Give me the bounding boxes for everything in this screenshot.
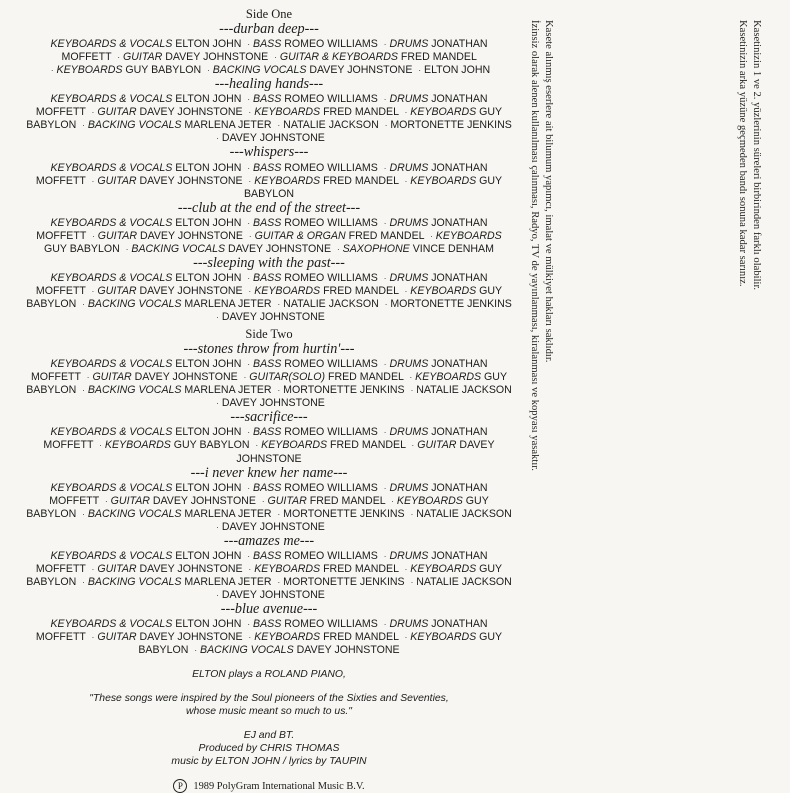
credit-person: ROMEO WILLIAMS [284,618,378,631]
credit-separator: · [91,286,95,296]
credit-role: KEYBOARDS & VOCALS [50,618,173,631]
credit-person: JONATHAN MOFFETT [43,426,488,452]
credit-separator: · [91,108,95,118]
credit-person: DAVEY JOHNSTONE [152,494,256,507]
credit-separator: · [383,273,387,283]
credit-person: DAVEY JOHNSTONE [139,631,243,644]
credit-person: ELTON JOHN [175,618,242,631]
credit-person: ELTON JOHN [175,93,242,106]
credit-person: JONATHAN MOFFETT [36,216,488,242]
credit-separator: · [105,496,108,506]
credit-separator: · [243,373,247,383]
credit-role: GUITAR [97,106,137,119]
credit-person: FRED MANDEL [348,229,425,242]
credit-separator: · [247,360,251,370]
credit-separator: · [411,441,415,451]
credit-separator: · [82,577,85,587]
credit-role: KEYBOARDS [254,174,321,187]
credit-person: ROMEO WILLIAMS [284,549,378,562]
credit-person: FRED MANDEL [400,51,477,64]
track-title: ---healing hands--- [214,76,324,93]
credit-separator: · [383,360,387,370]
credit-role: KEYBOARDS [435,229,502,242]
credit-role: DRUMS [389,93,429,106]
credit-separator: · [247,95,251,105]
credit-person: ELTON JOHN [175,216,242,229]
credit-separator: · [247,551,251,561]
credit-person: JONATHAN MOFFETT [61,38,488,64]
credit-separator: · [391,496,394,506]
credit-person: MORTONETTE JENKINS [283,575,405,588]
credit-separator: · [216,399,219,409]
credit-person: GUY BABYLON [243,174,503,200]
credit-separator: · [430,231,433,241]
credit-role: KEYBOARDS & VOCALS [50,216,173,229]
track-credits [26,38,512,77]
credit-separator: · [91,633,95,643]
credit-person: MORTONETTE JENKINS [283,507,405,520]
credit-role: GUITAR & KEYBOARDS [279,51,398,64]
credit-person: ROMEO WILLIAMS [284,271,378,284]
credit-role: GUITAR [97,562,137,575]
credit-role: KEYBOARDS [410,174,477,187]
credit-role: KEYBOARDS & VOCALS [50,38,173,51]
side-label: Side Two [245,327,293,342]
producer-credit: Produced by CHRIS THOMAS [198,743,340,755]
phonogram-copyright-icon: P [173,779,187,793]
credit-separator: · [404,633,408,643]
credit-separator: · [247,218,251,228]
credit-role: BASS [253,481,282,494]
credit-separator: · [383,620,387,630]
credit-role: KEYBOARDS [410,631,477,644]
copyright-text: 1989 PolyGram International Music B.V. [193,781,365,793]
copyright-line [26,779,512,793]
credit-separator: · [336,244,340,254]
credit-person: GUY BABYLON [125,64,202,77]
credit-person: DAVEY JOHNSTONE [139,174,243,187]
credit-person: DAVEY JOHNSTONE [139,562,243,575]
credit-person: NATALIE JACKSON [416,384,512,397]
credit-role: GUITAR [97,631,137,644]
credit-role: BACKING VOCALS [200,644,294,657]
credit-person: DAVEY JOHNSTONE [221,397,325,410]
credit-role: BASS [253,161,282,174]
track-title: ---durban deep--- [219,21,319,38]
track-credits [26,358,512,410]
credit-person: ROMEO WILLIAMS [284,216,378,229]
credit-person: NATALIE JACKSON [283,119,379,132]
credit-person: FRED MANDEL [323,106,399,119]
credit-person: MARLENA JETER [184,384,272,397]
credit-separator: · [404,286,408,296]
credit-separator: · [50,66,54,76]
credit-separator: · [91,564,95,574]
credit-separator: · [410,386,414,396]
credit-person: JONATHAN MOFFETT [35,161,488,187]
quote: "These songs were inspired by the Soul pioneers of the Sixties and Seventies, whose music meant so much to us." [89,693,449,718]
credit-separator: · [248,633,252,643]
credit-person: DAVEY JOHNSTONE [134,371,238,384]
credit-person: MORTONETTE JENKINS [283,384,405,397]
legal-notice-copyright: Kasete alınmış eserlere ait bilumum yapımcı, imalat ve mülkiyet hakları saklıdır. İzinsiz olarak alenen kullanılması çalınması, Radyo, TV de yayınlanması, kiralanması ve kopyası yasaktır. [529,20,554,471]
credit-person: ROMEO WILLIAMS [284,161,378,174]
credit-role: KEYBOARDS & VOCALS [50,358,173,371]
credit-role: BASS [253,93,282,106]
credit-separator: · [277,386,281,396]
track-title: ---i never knew her name--- [190,464,348,481]
credit-role: KEYBOARDS [396,494,463,507]
credit-separator: · [248,231,252,241]
credit-role: BACKING VOCALS [131,242,226,255]
track-title: ---whispers--- [229,144,309,161]
credit-separator: · [383,95,387,105]
credit-person: ROMEO WILLIAMS [284,38,378,51]
credit-person: ELTON JOHN [175,549,242,562]
credit-person: ELTON JOHN [175,271,242,284]
credit-person: ROMEO WILLIAMS [284,93,378,106]
credit-separator: · [410,509,414,519]
credit-separator: · [418,66,422,76]
credit-separator: · [216,134,219,144]
credit-role: GUITAR [97,174,137,187]
credit-person: DAVEY JOHNSTONE [139,284,243,297]
credit-separator: · [277,299,281,309]
credit-separator: · [247,620,251,630]
credit-role: KEYBOARDS & VOCALS [50,161,173,174]
credit-role: GUITAR [267,494,307,507]
credit-separator: · [383,218,387,228]
credit-role: KEYBOARDS [415,371,482,384]
credit-separator: · [261,496,265,506]
credit-separator: · [91,176,95,186]
credit-person: MARLENA JETER [184,119,272,132]
credit-role: KEYBOARDS [254,284,321,297]
legal-notice-tape-sides: Kasetinizin 1 ve 2. yüzlerinin süreleri birbirinden farklı olabilir. Kasetinizin arka yüzüne geçmeden bandı sonuna kadar sarınız. [737,20,762,291]
credit-separator: · [247,40,251,50]
credit-person: GUY BABYLON [26,371,508,397]
credit-separator: · [383,483,387,493]
credit-separator: · [247,483,251,493]
credit-separator: · [82,121,85,131]
track-credits [26,272,512,324]
credit-person: GUY BABYLON [138,631,503,657]
credit-person: DAVEY JOHNSTONE [139,106,243,119]
credit-role: BACKING VOCALS [87,297,182,310]
credit-separator: · [410,577,414,587]
credit-role: KEYBOARDS & VOCALS [50,549,173,562]
credit-separator: · [216,522,219,532]
track-credits [26,426,512,465]
track-credits [26,162,512,201]
credit-role: KEYBOARDS [56,64,123,77]
credit-person: ELTON JOHN [175,161,242,174]
credit-person: JONATHAN MOFFETT [30,358,488,384]
credit-role: BASS [253,426,282,439]
credit-role: BASS [253,549,282,562]
credit-person: GUY BABYLON [173,439,250,452]
credit-role: KEYBOARDS [254,631,321,644]
credit-separator: · [383,163,387,173]
credit-separator: · [247,273,251,283]
credit-person: GUY BABYLON [26,562,503,588]
credit-person: FRED MANDEL [323,174,399,187]
credit-separator: · [99,441,102,451]
track-title: ---sleeping with the past--- [193,254,345,271]
credit-person: DAVEY JOHNSTONE [165,51,269,64]
credit-role: KEYBOARDS & VOCALS [50,481,173,494]
credit-person: DAVEY JOHNSTONE [221,132,325,145]
credit-role: BACKING VOCALS [87,384,182,397]
credit-role: GUITAR [92,371,132,384]
credit-person: NATALIE JACKSON [416,575,512,588]
credit-role: BASS [253,271,282,284]
credit-role: DRUMS [389,271,429,284]
track-title: ---sacrifice--- [230,409,308,426]
credit-person: JONATHAN MOFFETT [35,549,488,575]
credit-person: JONATHAN MOFFETT [35,93,488,119]
credit-separator: · [125,244,129,254]
track-credits [26,217,512,256]
credit-separator: · [404,564,408,574]
credit-person: GUY BABYLON [44,242,120,255]
credit-separator: · [274,53,277,63]
credit-person: GUY BABYLON [26,284,503,310]
credit-person: FRED MANDEL [327,371,404,384]
credit-separator: · [409,373,413,383]
track-credits [26,618,512,657]
credit-separator: · [82,386,85,396]
credit-role: GUITAR & ORGAN [254,229,346,242]
credit-separator: · [384,299,388,309]
credit-separator: · [216,590,219,600]
credit-separator: · [117,53,120,63]
credit-separator: · [248,176,252,186]
credit-person: ROMEO WILLIAMS [284,358,378,371]
piano-note: ELTON plays a ROLAND PIANO, [192,669,346,681]
credit-role: KEYBOARDS [254,106,321,119]
credit-separator: · [277,577,281,587]
credit-person: ELTON JOHN [175,481,242,494]
credit-person: NATALIE JACKSON [416,507,512,520]
credit-separator: · [384,121,388,131]
credit-role: KEYBOARDS [410,562,477,575]
credit-separator: · [248,286,252,296]
credit-separator: · [82,509,85,519]
credit-role: BACKING VOCALS [87,119,182,132]
credit-separator: · [207,66,210,76]
track-title: ---amazes me--- [223,532,315,549]
credit-separator: · [277,121,281,131]
credit-role: DRUMS [389,216,429,229]
credit-person: DAVEY JOHNSTONE [236,439,495,465]
credit-separator: · [86,373,90,383]
credit-role: KEYBOARDS [410,106,477,119]
credit-role: KEYBOARDS [254,562,321,575]
credit-separator: · [383,40,387,50]
credit-role: DRUMS [389,38,429,51]
liner-notes-column [26,4,512,793]
credit-person: DAVEY JOHNSTONE [221,311,325,324]
credit-role: DRUMS [389,549,429,562]
credit-role: DRUMS [389,481,429,494]
track-credits [26,550,512,602]
credit-role: DRUMS [389,618,429,631]
credit-role: KEYBOARDS & VOCALS [50,93,173,106]
credit-separator: · [82,299,85,309]
credit-person: ELTON JOHN [175,358,242,371]
credit-role: GUITAR [110,494,150,507]
credit-role: BACKING VOCALS [212,64,307,77]
credit-separator: · [383,551,387,561]
credit-role: KEYBOARDS [261,439,328,452]
credit-separator: · [247,428,251,438]
credit-person: MORTONETTE JENKINS [390,297,512,310]
songwriting-credit: music by ELTON JOHN / lyrics by TAUPIN [171,756,367,768]
credit-separator: · [92,231,95,241]
credit-separator: · [216,313,219,323]
credit-role: KEYBOARDS [410,284,477,297]
credit-separator: · [255,441,259,451]
credit-separator: · [194,646,198,656]
credit-separator: · [404,108,408,118]
credit-role: GUITAR [97,284,137,297]
credit-person: MARLENA JETER [184,507,272,520]
credit-role: KEYBOARDS [104,439,171,452]
credit-person: JONATHAN MOFFETT [35,618,488,644]
credit-person: VINCE DENHAM [412,242,494,255]
credit-person: NATALIE JACKSON [283,297,379,310]
credit-role: BACKING VOCALS [87,507,182,520]
track-credits [26,93,512,145]
credit-person: FRED MANDEL [323,631,399,644]
credit-person: DAVEY JOHNSTONE [221,588,325,601]
credit-separator: · [383,428,387,438]
credit-separator: · [277,509,281,519]
track-title: ---club at the end of the street--- [177,199,361,216]
credit-person: DAVEY JOHNSTONE [296,644,400,657]
credit-role: KEYBOARDS & VOCALS [50,426,173,439]
credit-person: JONATHAN MOFFETT [49,481,488,507]
credit-person: ELTON JOHN [175,38,242,51]
credit-person: MORTONETTE JENKINS [390,119,512,132]
credit-person: DAVEY JOHNSTONE [227,242,332,255]
credit-person: ELTON JOHN [424,64,491,77]
credit-role: GUITAR(SOLO) [249,371,326,384]
track-title: ---blue avenue--- [220,601,318,618]
credit-role: GUITAR [97,229,137,242]
credit-person: JONATHAN MOFFETT [35,271,488,297]
credit-person: DAVEY JOHNSTONE [139,229,243,242]
credit-role: BASS [253,216,282,229]
credit-person: ELTON JOHN [175,426,242,439]
credit-person: GUY BABYLON [26,494,489,520]
credit-role: BASS [253,618,282,631]
credit-person: DAVEY JOHNSTONE [309,64,413,77]
credit-role: BACKING VOCALS [87,575,182,588]
credit-separator: · [248,564,252,574]
credit-person: FRED MANDEL [309,494,386,507]
credit-person: MARLENA JETER [184,575,272,588]
credit-person: MARLENA JETER [184,297,272,310]
credit-role: BASS [253,358,282,371]
credit-person: ROMEO WILLIAMS [284,481,378,494]
credit-person: DAVEY JOHNSTONE [221,520,325,533]
credit-person: GUY BABYLON [26,106,503,132]
credit-role: DRUMS [389,426,429,439]
credit-person: FRED MANDEL [323,284,399,297]
credit-role: KEYBOARDS & VOCALS [50,271,173,284]
credit-role: GUITAR [122,51,163,64]
track-credits [26,482,512,534]
credit-role: GUITAR [417,439,457,452]
credit-separator: · [248,108,252,118]
credit-role: SAXOPHONE [342,242,410,255]
credit-role: DRUMS [389,358,429,371]
track-title: ---stones throw from hurtin'--- [183,341,355,358]
credit-role: BASS [253,38,282,51]
credit-separator: · [247,163,251,173]
credit-role: DRUMS [389,161,429,174]
credit-person: ROMEO WILLIAMS [284,426,378,439]
signature: EJ and BT. [243,730,295,742]
credit-person: FRED MANDEL [323,562,399,575]
side-label: Side One [245,7,293,21]
credit-separator: · [404,176,408,186]
credit-person: FRED MANDEL [330,439,406,452]
